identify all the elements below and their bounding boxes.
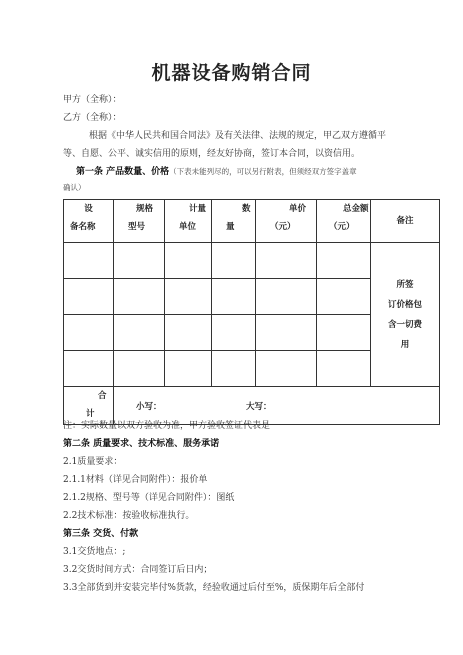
table-row (64, 243, 440, 279)
table-cell (165, 279, 212, 315)
table-cell (212, 279, 256, 315)
intro-line-2: 等、自愿、公平、诚实信用的原则，经友好协商，签订本合同，以资信用。 (63, 149, 361, 159)
header-unit: 计量 单位 (165, 200, 212, 243)
clause-2-item: 2.1质量要求： (63, 457, 123, 467)
clause-1-note: （下表未能列尽的，可以另行附表，但须经双方签字盖章 (169, 167, 357, 176)
table-cell (64, 243, 114, 279)
table-cell (317, 315, 371, 351)
table-cell (256, 315, 317, 351)
clause-2-item: 2.2技术标准：按验收标准执行。 (63, 511, 195, 521)
table-cell (317, 279, 371, 315)
total-amount-cell (114, 387, 440, 425)
table-cell (114, 279, 165, 315)
clause-1-heading: 第一条 产品数量、价格 (76, 167, 170, 177)
table-footnote: 注：实际数量以双方验收为准，甲方验收签证代表是 (63, 421, 271, 431)
clause-1-note-cont: 确认） (63, 183, 86, 192)
table-cell (212, 315, 256, 351)
table-cell (256, 351, 317, 387)
big-write-label: 大写： (246, 401, 272, 412)
header-spec-model: 规格 型号 (114, 200, 165, 243)
header-unit-price: 单价 （元） (256, 200, 317, 243)
table-cell (165, 315, 212, 351)
clause-1-line (76, 166, 357, 178)
header-device-name: 设 备名称 (64, 200, 114, 243)
document-title: 机器设备购销合同 (151, 62, 312, 84)
header-quantity: 数 量 (212, 200, 256, 243)
table-cell (256, 279, 317, 315)
table-cell (114, 243, 165, 279)
table-cell (165, 351, 212, 387)
table-cell (317, 243, 371, 279)
clause-3-item: 3.1交货地点：; (63, 547, 126, 557)
header-remark: 备注 (371, 200, 440, 243)
clause-3-item: 3.2交货时间方式：合同签订后日内； (63, 565, 213, 575)
table-cell (114, 315, 165, 351)
clause-3-heading: 第三条 交货、付款 (63, 529, 139, 539)
clause-2-item: 2.1.1材料（详见合同附件）：报价单 (63, 475, 208, 485)
table-cell (64, 315, 114, 351)
table-cell (64, 351, 114, 387)
table-cell (212, 351, 256, 387)
product-table (63, 199, 440, 425)
clause-3-item: 3.3全部货到并安装完毕付%货款，经验收通过后付至%，质保期年后全部付 (63, 583, 365, 593)
table-cell (256, 243, 317, 279)
intro-line-1: 根据《中华人民共和国合同法》及有关法律、法规的规定，甲乙双方遵循平 (89, 131, 387, 141)
small-write-label: 小写： (136, 401, 162, 412)
party-b-label: 乙方（全称）： (63, 113, 122, 123)
table-cell (114, 351, 165, 387)
header-total-amount: 总金额 （元） (317, 200, 371, 243)
total-label-cell: 合 计 (64, 387, 114, 425)
clause-2-heading: 第二条 质量要求、技术标准、服务承诺 (63, 439, 220, 449)
table-cell (317, 351, 371, 387)
table-total-row (64, 387, 440, 425)
clause-2-item: 2.1.2规格、型号等（详见合同附件）：图纸 (63, 493, 235, 503)
remark-cell: 所签 订价格包 含一切费 用 (371, 243, 440, 387)
table-header-row (64, 200, 440, 243)
party-a-label: 甲方（全称）： (63, 95, 122, 105)
table-cell (64, 279, 114, 315)
table-cell (165, 243, 212, 279)
table-cell (212, 243, 256, 279)
